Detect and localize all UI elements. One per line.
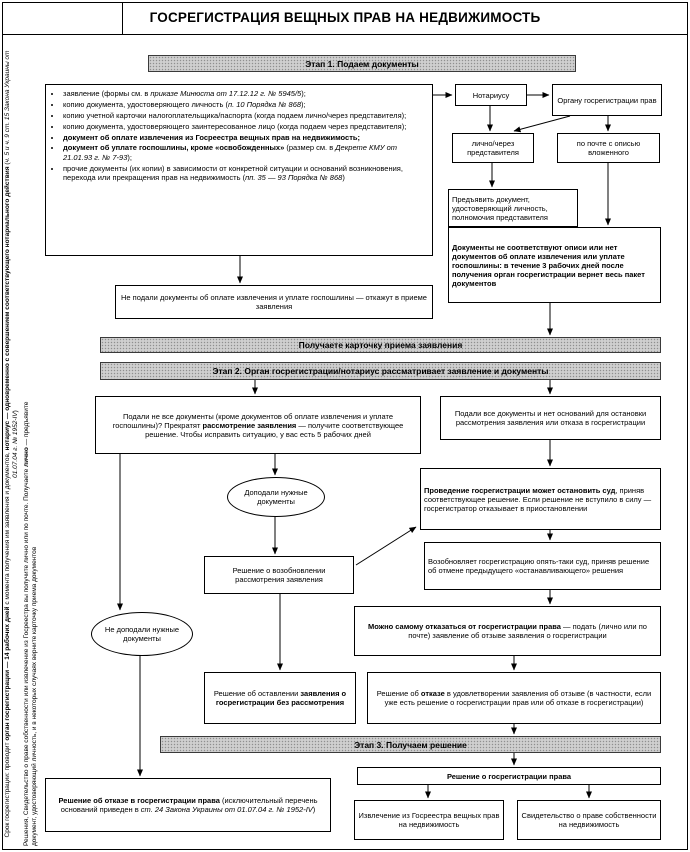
node-extract: Извлечение из Госреестра вещных прав на недвижимость <box>354 800 504 840</box>
document-item: • заявление (формы см. в приказе Минюста от 17.12.12 г. № 5945/5); <box>62 89 428 98</box>
document-item: • прочие документы (их копии) в зависимости от конкретной ситуации и оснований возникновения, перехода или прекращения прав на недвижимость (пп. 35 — 93 Порядка № 868) <box>62 164 428 183</box>
page-title: ГОСРЕГИСТРАЦИЯ ВЕЩНЫХ ПРАВ НА НЕДВИЖИМОСТЬ <box>149 10 541 25</box>
node-refuse-withdrawal: Решение об отказе в удовлетворении заявления об отзыве (в частности, если уже есть решение о госрегистрации прав или об отказе в госрегистрации) <box>367 672 661 724</box>
document-item: • копию учетной карточки налогоплательщика/паспорта (когда подаем лично/через представителя); <box>62 111 428 120</box>
title-divider <box>122 2 123 34</box>
node-resume-decision: Решение о возобновлении рассмотрения заявления <box>204 556 354 594</box>
node-court-resume: Возобновляет госрегистрацию опять-таки суд, приняв решение об отмене предыдущего «останавливающего» решения <box>424 542 661 590</box>
document-item: • документ об уплате госпошлины, кроме «освобожденных» (размер см. в Декрете КМУ от 21.01.93 г. № 7-93); <box>62 143 428 162</box>
flow-arrow <box>514 116 570 131</box>
node-not-all-docs: Подали не все документы (кроме документов об оплате извлечения и уплате госпошлины)? Прекратят рассмотрение заявления — получите соответствующее решение. Чтобы исправить ситуацию, у вас есть 5 рабочих дней <box>95 396 421 454</box>
node-not-submitted: Не подали документы об оплате извлечения и уплате госпошлины — откажут в приеме заявления <box>115 285 433 319</box>
node-in-person: лично/через представителя <box>452 133 534 163</box>
node-court-stop: Проведение госрегистрации может остановить суд, приняв соответствующее решение. Если решение не вступило в силу — госрегистратор отказывает в приостановлении <box>420 468 661 530</box>
stage3-header: Этап 3. Получаем решение <box>160 736 661 753</box>
node-present-document: Предъявить документ, удостоверяющий личность, полномочия представителя <box>448 189 578 227</box>
node-docs-mismatch: Документы не соответствуют описи или нет документов об оплате извлечения или уплате госпошлины: в течение 3 рабочих дней после получения орган госрегистрации вернет весь пакет документов <box>448 227 661 303</box>
node-by-mail: по почте с описью вложенного <box>557 133 660 163</box>
document-item: • копию документа, удостоверяющего заинтересованное лицо (когда подаем через представителя); <box>62 122 428 131</box>
sidebar-note-receive: Решения, Свидетельство о праве собственности или извлечение из Госреестра вы получите лично или по почте. Получаете лично — предъявите документ, удостоверяющий личность, и в некоторых случаях верните карточку приема документов <box>23 401 38 846</box>
node-added-docs: Доподали нужные документы <box>227 477 325 517</box>
node-all-docs: Подали все документы и нет оснований для остановки рассмотрения заявления или отказа в госрегистрации <box>440 396 661 440</box>
documents-list-box <box>45 84 433 256</box>
sidebar-note-term: Срок госрегистрации: проводит орган госрегистрации — 14 рабочих дней с момента получения им заявления и документов, нотариус — одновременно с совершением соответствующего нотариального действия (ч. 5 и ч. 9 ст. 15 Закона Украины от 01.07.04 г. № 1952-IV) <box>4 50 19 838</box>
node-leave-without-consideration: Решение об оставлении заявления о госрегистрации без рассмотрения <box>204 672 356 724</box>
stage2-header: Этап 2. Орган госрегистрации/нотариус рассматривает заявление и документы <box>100 362 661 380</box>
node-registration-decision: Решение о госрегистрации права <box>357 767 661 785</box>
node-certificate: Свидетельство о праве собственности на недвижимость <box>517 800 661 840</box>
node-self-refuse: Можно самому отказаться от госрегистрации права — подать (лично или по почте) заявление об отзыве заявления о госрегистрации <box>354 606 661 656</box>
document-item: • документ об оплате извлечения из Госреестра вещных прав на недвижимость; <box>62 133 428 142</box>
node-refuse-registration: Решение об отказе в госрегистрации права (исключительный перечень оснований приведен в ст. 24 Закона Украины от 01.07.04 г. № 1952-IV) <box>45 778 331 832</box>
card-receipt-bar: Получаете карточку приема заявления <box>100 337 661 353</box>
flow-arrow <box>356 527 416 565</box>
node-notary: Нотариусу <box>455 84 527 106</box>
stage1-header: Этап 1. Подаем документы <box>148 55 576 72</box>
document-item: • копию документа, удостоверяющего личность (п. 10 Порядка № 868); <box>62 100 428 109</box>
node-not-added-docs: Не доподали нужные документы <box>91 612 193 656</box>
title-underline <box>2 34 688 35</box>
node-registry-org: Органу госрегистрации прав <box>552 84 662 116</box>
documents-list <box>62 89 428 182</box>
